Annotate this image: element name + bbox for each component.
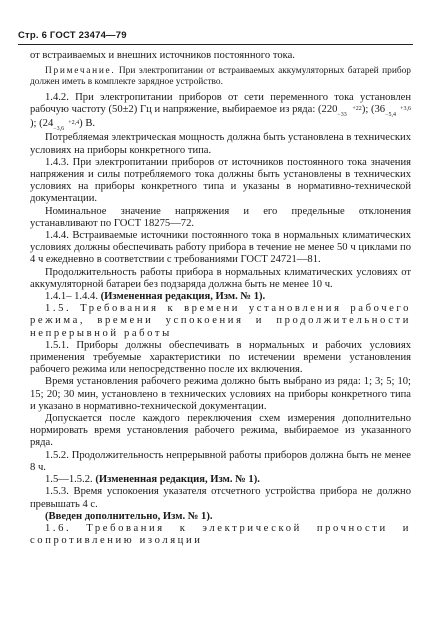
document-body — [30, 50, 411, 547]
section-1-6-heading — [30, 523, 411, 547]
tol-220-lower: −33 — [337, 112, 347, 119]
clause-1-4-3: 1.4.3. При электропитании приборов от источников постоянного тока значения напряжения и силы потребляемого тока должны быть установлены в технических условиях на приборы конкретного типа и указаны в нормативно-технической документации. — [30, 156, 411, 205]
clause-1-4-2 — [30, 92, 411, 132]
tol-24-upper: +2,4 — [68, 120, 80, 127]
voltage-24: ); (24 — [30, 118, 54, 130]
tolerance-24 — [53, 120, 79, 132]
note-text: При электропитании от встраиваемых аккумуляторных батарей прибор должен иметь в комплекте зарядное устройство. — [30, 66, 411, 88]
tolerance-36 — [385, 106, 411, 118]
clause-1-5-1-time: Время установления рабочего режима должно быть выбрано из ряда: 1; 3; 5; 10; 15; 20; 30 мин, установлено в технических условиях на приборы конкретного типа и указано в нормативно-технической документации. — [30, 376, 411, 412]
voltage-unit: ) В. — [79, 118, 96, 130]
clause-1-4-2-text: 1.4.2. При электропитании приборов от сети переменного тока установлен рабочую частоту (50±2) Гц и напряжение, выбираемое из ряда: — [30, 92, 411, 116]
amendment-1-5-range: 1.5—1.5.2. — [45, 474, 93, 486]
section-1-5-heading — [30, 303, 411, 340]
tol-36-lower: −5,4 — [385, 112, 396, 119]
amendment-1-4-note: (Измененная редакция, Изм. № 1). — [100, 291, 266, 303]
clause-1-5-2: 1.5.2. Продолжительность непрерывной работы приборов должна быть не менее 8 ч. — [30, 449, 411, 473]
section-1-5-title: 1.5. Требования к времени установления рабочего режима, времени успокоения и продолжительности непрерывной работы — [30, 303, 411, 339]
tolerance-220 — [337, 106, 361, 118]
clause-1-5-1-allowed: Допускается после каждого переключения схем измерения дополнительно нормировать время установления рабочего режима, выбираемое из указанного ряда. — [30, 413, 411, 449]
paragraph-continuation: от встраиваемых и внешних источников постоянного тока. — [30, 50, 295, 61]
clause-1-5-1: 1.5.1. Приборы должны обеспечивать в нормальных и рабочих условиях применения требуемые характеристики по истечении времени установления рабочего режима или непосредственно после их включения. — [30, 339, 411, 376]
clause-1-4-4: 1.4.4. Встраиваемые источники постоянного тока в нормальных климатических условиях должны обеспечивать работу прибора в течение не менее 50 ч циклами по 4 ч ежедневно в соответствии с требованиями ГОСТ 24721—81. — [30, 230, 411, 266]
header-rule — [18, 44, 413, 45]
amendment-1-5 — [30, 474, 411, 486]
note-label: Примечание. — [45, 66, 116, 77]
amendment-1-4-range: 1.4.1– 1.4.4. — [45, 291, 98, 303]
voltage-220: (220 — [318, 104, 338, 116]
voltage-36: ); (36 — [361, 104, 386, 116]
clause-1-4-3-nominal: Номинальное значение напряжения и его предельные отклонения устанавливают по ГОСТ 18275—72. — [30, 205, 411, 229]
note — [30, 66, 411, 88]
clause-1-5-3: 1.5.3. Время успокоения указателя отсчетного устройства прибора не должно превышать 4 с. — [30, 486, 411, 510]
section-1-6-title: 1.6. Требования к электрической прочности и сопротивлению изоляции — [30, 522, 411, 547]
amendment-1-5-note: (Измененная редакция, Изм. № 1). — [95, 474, 260, 486]
amendment-1-4 — [30, 291, 411, 303]
tol-220-upper: +22 — [352, 106, 362, 113]
clause-1-4-4-duration: Продолжительность работы прибора в нормальных климатических условиях от аккумуляторной батареи без подзаряда должна быть не менее 10 ч. — [30, 266, 411, 290]
tol-36-upper: +3,6 — [400, 106, 411, 113]
tol-24-lower: −3,6 — [53, 126, 65, 133]
introduced-note: (Введен дополнительно, Изм. № 1). — [45, 510, 213, 522]
page-header: Стр. 6 ГОСТ 23474—79 — [18, 30, 127, 41]
clause-1-4-2-power: Потребляемая электрическая мощность должна быть установлена в технических условиях на приборы конкретного типа. — [30, 132, 411, 156]
